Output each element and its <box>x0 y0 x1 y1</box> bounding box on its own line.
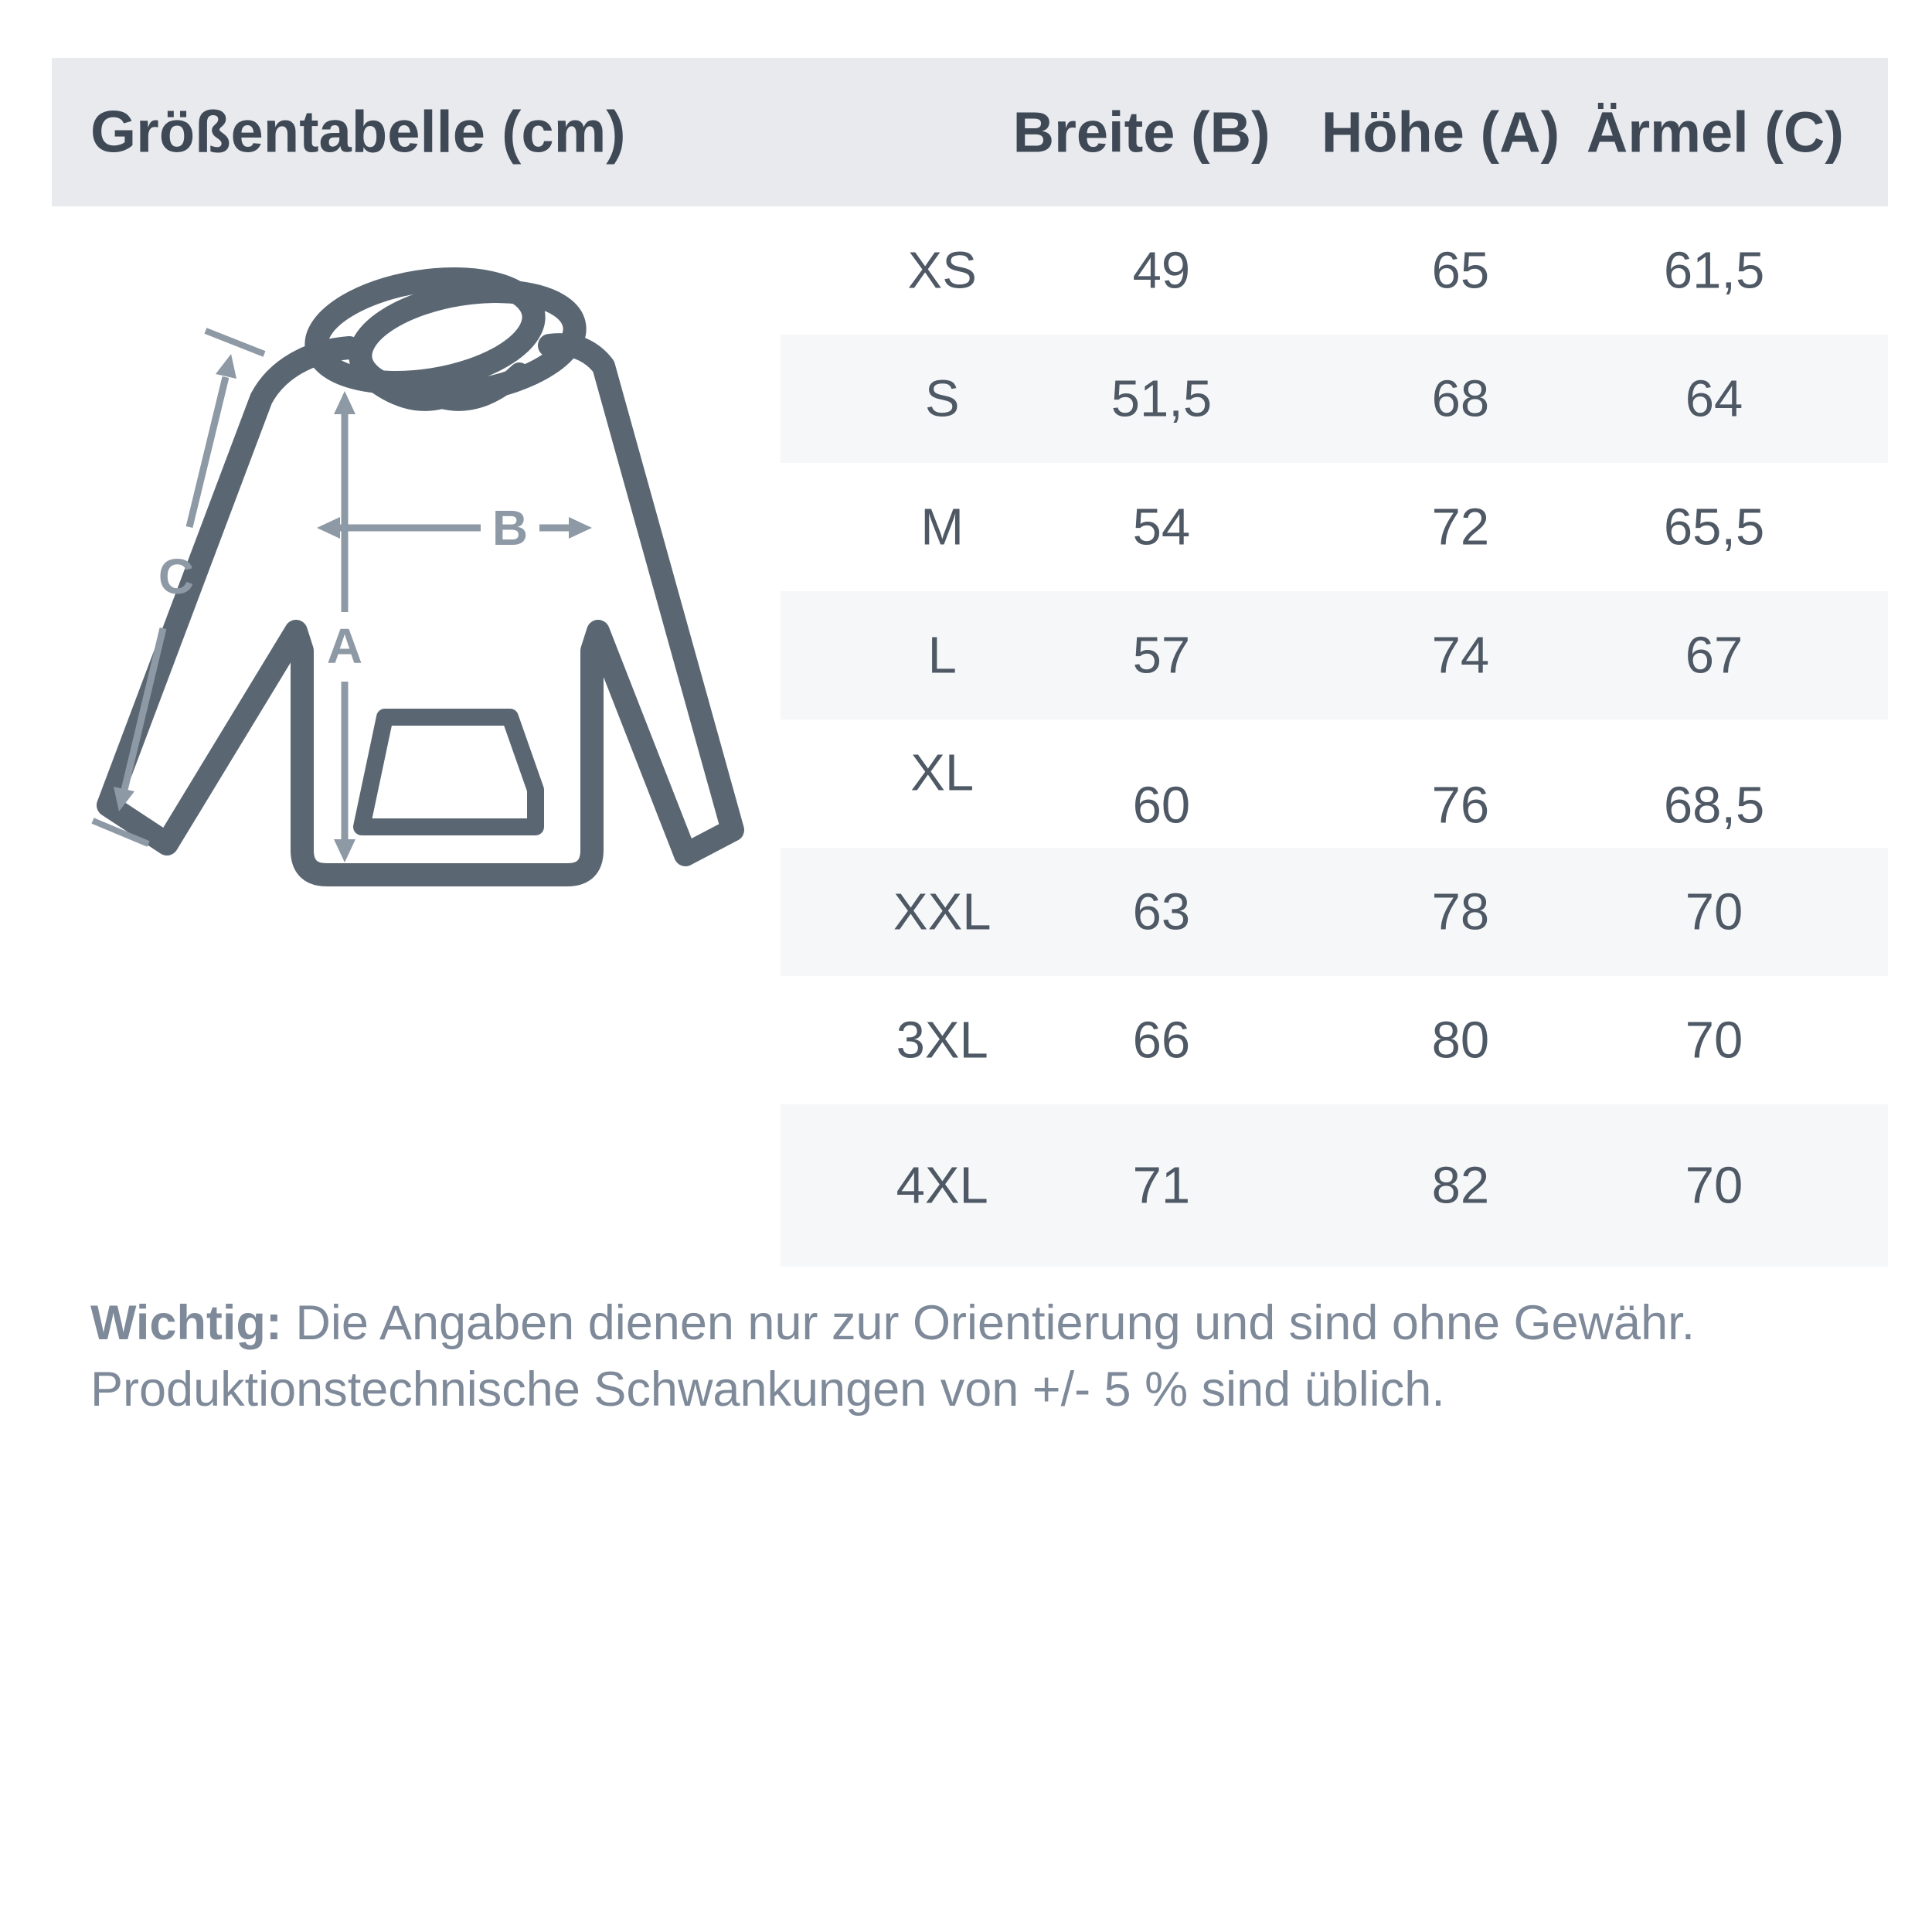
aermel-cell: 67 <box>1685 626 1743 685</box>
table-row <box>781 591 1888 719</box>
arrow-b-icon <box>317 517 592 539</box>
size-cell: M <box>920 498 964 556</box>
aermel-cell: 70 <box>1685 1156 1743 1215</box>
breite-cell: 66 <box>1132 1011 1191 1070</box>
hoehe-cell: 82 <box>1431 1156 1490 1215</box>
aermel-cell: 70 <box>1685 883 1743 941</box>
table-row <box>781 1104 1888 1267</box>
footer-warning-label: Wichtig: <box>90 1296 282 1350</box>
size-cell: S <box>924 369 960 428</box>
footer-warning-text: Die Angaben dienen nur zur Orientierung und sind ohne Gewähr. <box>295 1296 1696 1350</box>
aermel-cell: 65,5 <box>1663 498 1765 556</box>
footer-line-1 <box>90 1290 1883 1356</box>
aermel-cell: 64 <box>1685 369 1743 428</box>
col-header-breite: Breite (B) <box>1012 100 1270 165</box>
size-cell: 3XL <box>896 1011 988 1070</box>
hoehe-cell: 74 <box>1431 626 1490 685</box>
column-headers <box>781 58 1888 206</box>
size-cell: L <box>927 626 957 685</box>
table-row <box>781 463 1888 591</box>
breite-cell: 71 <box>1132 1156 1191 1215</box>
hoehe-cell: 65 <box>1431 241 1490 300</box>
breite-cell: 51,5 <box>1111 369 1213 428</box>
size-table-body <box>781 206 1888 1267</box>
measure-label-b: B <box>492 500 529 556</box>
aermel-cell: 68,5 <box>1663 776 1765 835</box>
size-cell: XS <box>907 241 977 300</box>
hoehe-cell: 78 <box>1431 883 1490 941</box>
size-cell: XXL <box>893 883 992 941</box>
breite-cell: 60 <box>1132 776 1191 835</box>
measure-label-a: A <box>326 618 363 674</box>
col-header-aermel: Ärmel (C) <box>1586 100 1844 165</box>
measure-label-c: C <box>158 549 195 604</box>
table-row <box>781 719 1888 848</box>
breite-cell: 54 <box>1132 498 1191 556</box>
hoehe-cell: 68 <box>1431 369 1490 428</box>
table-row <box>781 335 1888 463</box>
size-cell: 4XL <box>896 1156 988 1215</box>
page-title: Größentabelle (cm) <box>90 99 626 165</box>
hoehe-cell: 72 <box>1431 498 1490 556</box>
col-header-hoehe: Höhe (A) <box>1321 100 1560 165</box>
hoehe-cell: 76 <box>1431 776 1490 835</box>
breite-cell: 63 <box>1132 883 1191 941</box>
hoodie-outline-icon <box>108 265 733 875</box>
size-cell: XL <box>910 743 975 802</box>
breite-cell: 49 <box>1132 241 1191 300</box>
aermel-cell: 61,5 <box>1663 241 1765 300</box>
size-chart-header <box>52 58 1888 206</box>
hoehe-cell: 80 <box>1431 1011 1490 1070</box>
hoodie-diagram <box>62 216 796 896</box>
table-row <box>781 848 1888 976</box>
footer-note <box>90 1290 1883 1423</box>
pocket <box>362 717 536 827</box>
footer-line-2: Produktionstechnische Schwankungen von +/- 5 % sind üblich. <box>90 1362 1445 1417</box>
aermel-cell: 70 <box>1685 1011 1743 1070</box>
measure-arrows <box>93 331 592 862</box>
breite-cell: 57 <box>1132 626 1191 685</box>
table-row <box>781 206 1888 335</box>
table-row <box>781 976 1888 1104</box>
